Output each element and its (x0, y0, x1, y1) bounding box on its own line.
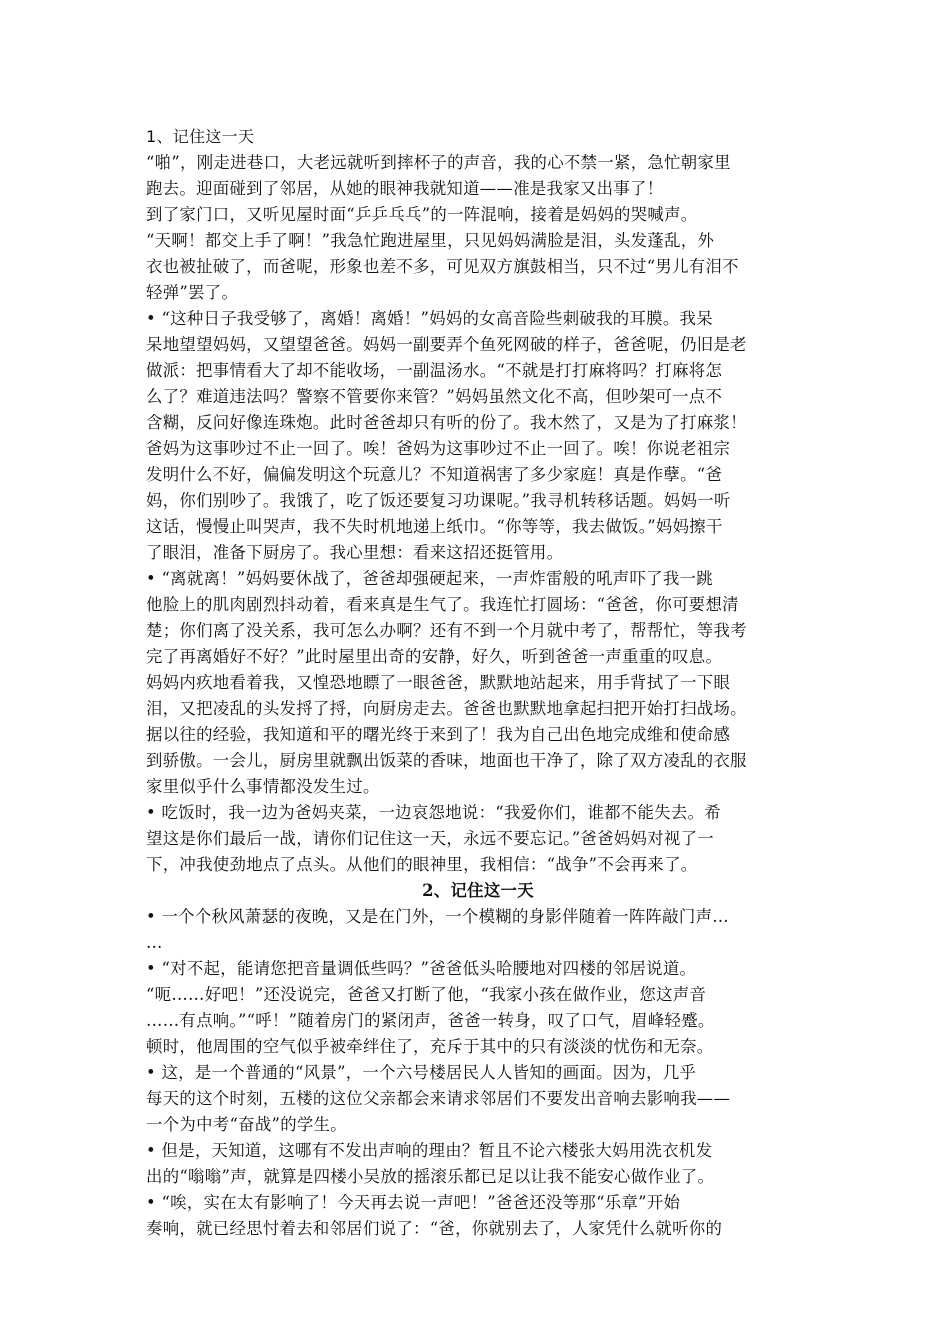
text-line: 么了？难道违法吗？警察不管要你来管？”妈妈虽然文化不高，但吵架可一点不 (146, 387, 723, 406)
text-line: 妈，你们别吵了。我饿了，吃了饭还要复习功课呢。”我寻机转移话题。妈妈一听 (146, 491, 731, 510)
text-line: “呃……好吧！”还没说完，爸爸又打断了他，“我家小孩在做作业，您这声音 (146, 985, 707, 1004)
text-line: 楚；你们离了没关系，我可怎么办啊？还有不到一个月就中考了，帮帮忙，等我考 (146, 621, 747, 640)
text-line: 家里似乎什么事情都没发生过。 (146, 777, 380, 796)
section-title-2: 2、记住这一天 (422, 881, 534, 900)
text-line: 发明什么不好，偏偏发明这个玩意儿？不知道祸害了多少家庭！真是作孽。“爸 (146, 465, 723, 484)
text-line: 这话，慢慢止叫哭声，我不失时机地递上纸巾。“你等等，我去做饭。”妈妈擦干 (146, 517, 723, 536)
text-line: 他脸上的肌肉剧烈抖动着，看来真是生气了。我连忙打圆场：“爸爸，你可要想清 (146, 595, 739, 614)
text-line: 爸妈为这事吵过不止一回了。唉！爸妈为这事吵过不止一回了。唉！你说老祖宗 (146, 439, 731, 458)
text-line: “啪”，刚走进巷口，大老远就听到摔杯子的声音，我的心不禁一紧，急忙朝家里 (146, 153, 731, 172)
text-line: 到了家门口，又听见屋时面“乒乒乓乓”的一阵混响，接着是妈妈的哭喊声。 (146, 205, 698, 224)
text-line: 跑去。迎面碰到了邻居，从她的眼神我就知道——准是我家又出事了！ (146, 179, 664, 198)
text-line: • “离就离！”妈妈要休战了，爸爸却强硬起来，一声炸雷般的吼声吓了我一跳 (146, 569, 713, 588)
text-line: 了眼泪，准备下厨房了。我心里想：看来这招还挺管用。 (146, 543, 564, 562)
document-page (146, 124, 810, 1242)
text-line: 每天的这个时刻，五楼的这位父亲都会来请求邻居们不要发出音响去影响我—— (146, 1089, 731, 1108)
text-line: • 这，是一个普通的“风景”，一个六号楼居民人人皆知的画面。因为，几乎 (146, 1063, 697, 1082)
text-line: 一个为中考“奋战”的学生。 (146, 1115, 347, 1134)
text-line: • “唉，实在太有影响了！今天再去说一声吧！”爸爸还没等那“乐章”开始 (146, 1193, 681, 1212)
text-line: 做派：把事情看大了却不能收场，一副温汤水。“不就是打打麻将吗？打麻将怎 (146, 361, 723, 380)
text-line: • “对不起，能请您把音量调低些吗？”爸爸低头哈腰地对四楼的邻居说道。 (146, 959, 697, 978)
section-title-1: 1、记住这一天 (146, 127, 255, 146)
text-line: 到骄傲。一会儿，厨房里就飘出饭菜的香味，地面也干净了，除了双方凌乱的衣服 (146, 751, 747, 770)
text-line: • 一个个秋风萧瑟的夜晚，又是在门外，一个模糊的身影伴随着一阵阵敲门声… (146, 907, 729, 926)
text-line: 望这是你们最后一战，请你们记住这一天，永远不要忘记。”爸爸妈妈对视了一 (146, 829, 714, 848)
text-line: 泪，又把凌乱的头发捋了捋，向厨房走去。爸爸也默默地拿起扫把开始打扫战场。 (146, 699, 747, 718)
text-line: ……有点响。”“呼！”随着房门的紧闭声，爸爸一转身，叹了口气，眉峰轻蹙。 (146, 1011, 715, 1030)
text-line: 奏响，就已经思忖着去和邻居们说了：“爸，你就别去了，人家凭什么就听你的 (146, 1219, 723, 1238)
text-line: 下，冲我使劲地点了点头。从他们的眼神里，我相信：“战争”不会再来了。 (146, 855, 698, 874)
text-line: “天啊！都交上手了啊！”我急忙跑进屋里，只见妈妈满脸是泪，头发蓬乱，外 (146, 231, 715, 250)
text-line: 呆地望望妈妈，又望望爸爸。妈妈一副要弄个鱼死网破的样子，爸爸呢，仍旧是老 (146, 335, 747, 354)
text-line: 衣也被扯破了，而爸呢，形象也差不多，可见双方旗鼓相当，只不过“男儿有泪不 (146, 257, 739, 276)
text-line: 轻弹”罢了。 (146, 283, 239, 302)
text-line: • 但是，天知道，这哪有不发出声响的理由？暂且不论六楼张大妈用洗衣机发 (146, 1141, 713, 1160)
text-line: 据以往的经验，我知道和平的曙光终于来到了！我为自己出色地完成维和使命感 (146, 725, 731, 744)
text-line: 完了再离婚好不好？”此时屋里出奇的安静，好久，听到爸爸一声重重的叹息。 (146, 647, 723, 666)
text-line: 妈妈内疚地看着我，又惶恐地瞟了一眼爸爸，默默地站起来，用手背拭了一下眼 (146, 673, 731, 692)
text-line: • 吃饭时，我一边为爸妈夹菜，一边哀怨地说：“我爱你们，谁都不能失去。希 (146, 803, 721, 822)
text-line: 含糊，反问好像连珠炮。此时爸爸却只有听的份了。我木然了，又是为了打麻浆！ (146, 413, 747, 432)
text-line: 出的“嗡嗡”声，就算是四楼小吴放的摇滚乐都已足以让我不能安心做作业了。 (146, 1167, 715, 1186)
text-line: 顿时，他周围的空气似乎被牵绊住了，充斥于其中的只有淡淡的忧伤和无奈。 (146, 1037, 714, 1056)
text-line: … (146, 933, 163, 952)
text-line: • “这种日子我受够了，离婚！离婚！”妈妈的女高音险些刺破我的耳膜。我呆 (146, 309, 713, 328)
